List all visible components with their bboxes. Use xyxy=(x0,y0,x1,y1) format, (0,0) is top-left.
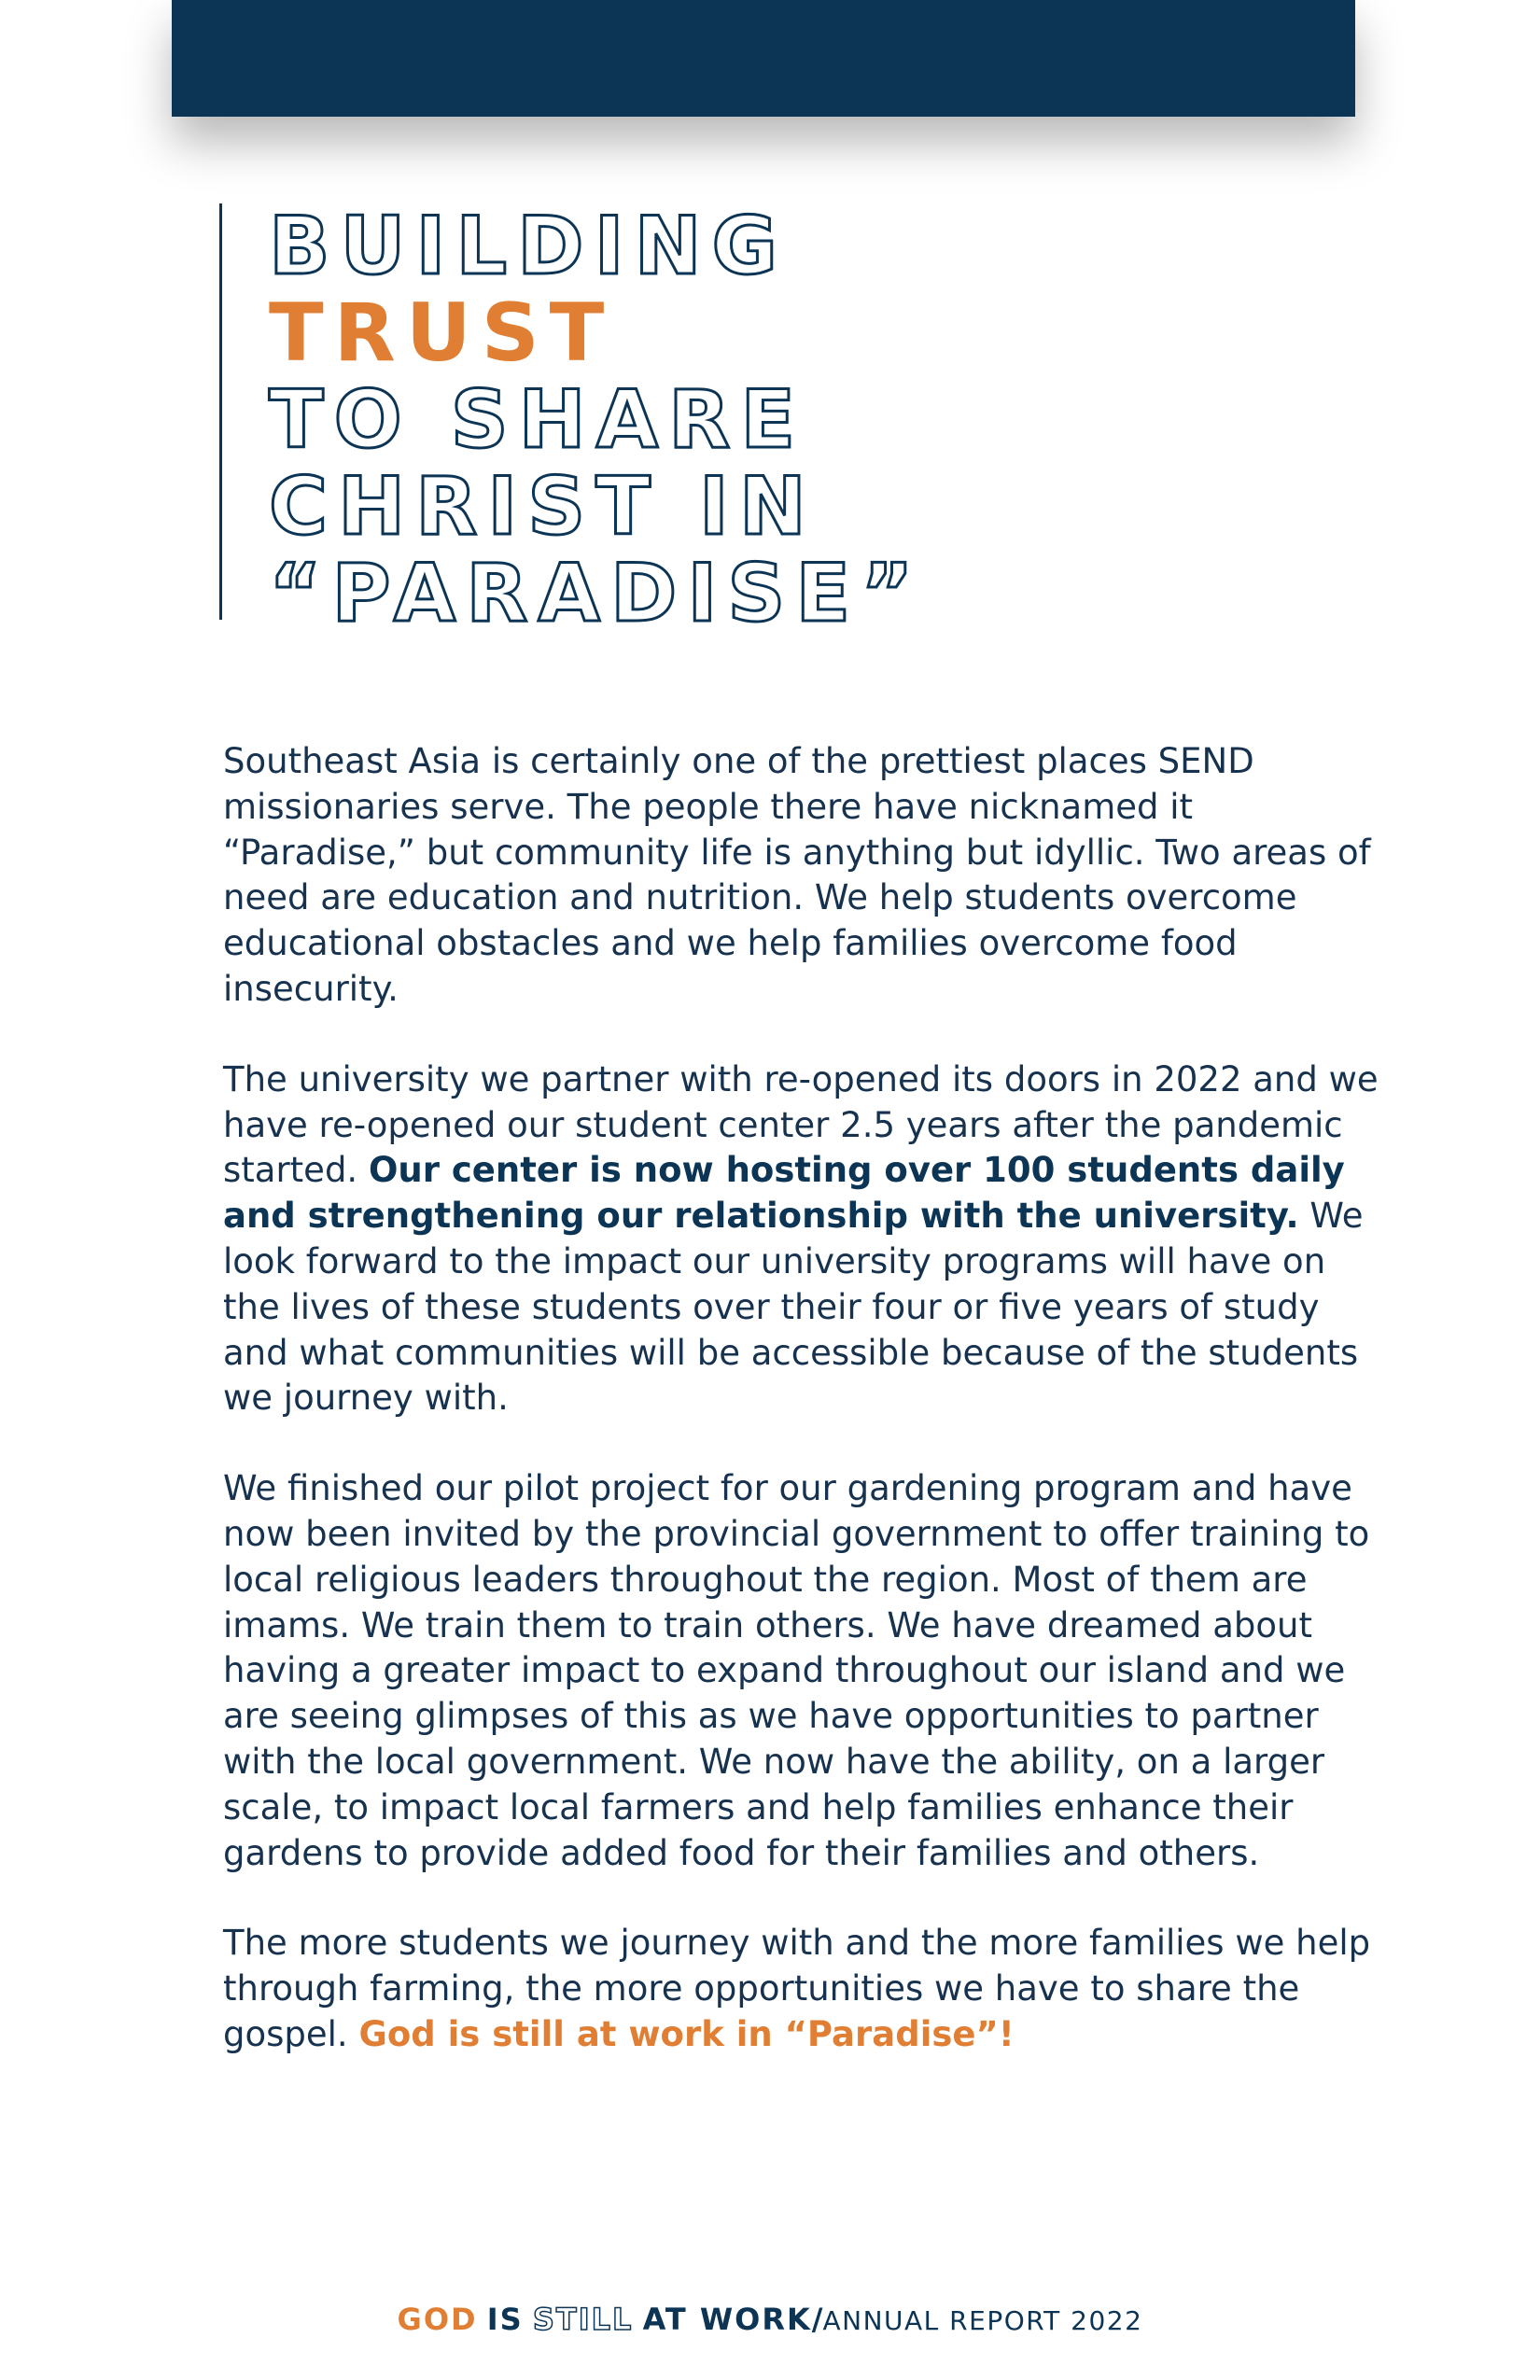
page-title xyxy=(219,200,924,640)
footer-god: GOD xyxy=(397,2302,478,2337)
paragraph-gardening: We finished our pilot project for our gardening program and have now been invited by the provincial government to offer training to local religious leaders throughout the region. Most of them are imams. We train them to train others. We have dreamed about having a greater impact to expand throughout our island and we are seeing glimpses of this as we have opportunities to partner with the local government. We now have the ability, on a larger scale, to impact local farmers and help families enhance their gardens to provide added food for their families and others. xyxy=(223,1468,1370,1873)
title-line-christ-in: CHRIST IN xyxy=(269,460,817,553)
title-line-paradise: “PARADISE” xyxy=(269,547,924,640)
paragraph-closing-highlight: God is still at work in “Paradise”! xyxy=(358,2013,1015,2054)
paragraph-closing-start: The more students we journey with and the more families we help through farming, the more opportunities we have to share the gospel. xyxy=(223,1923,1371,2054)
paragraph-university-end: We look forward to the impact our university programs will have on the lives of these students over their four or five years of study and what communities will be accessible because of the students we journey with. xyxy=(223,1196,1364,1419)
footer-annual-report: ANNUAL REPORT 2022 xyxy=(822,2305,1143,2336)
paragraph-university-start: The university we partner with re-opened its doors in 2022 and we have re-opened our student center 2.5 years after the pandemic started. xyxy=(223,1058,1379,1191)
paragraph-closing xyxy=(223,1921,1380,2057)
footer-at-work: AT WORK xyxy=(642,2302,812,2337)
paragraph-university-highlight: Our center is now hosting over 100 students daily and strengthening our relationship with the university. xyxy=(223,1150,1345,1237)
footer-slash: / xyxy=(811,2302,823,2337)
paragraph-university xyxy=(223,1057,1380,1421)
footer-still: STILL xyxy=(532,2302,634,2337)
title-line-trust: TRUST xyxy=(269,287,615,380)
footer-is: IS xyxy=(486,2302,524,2337)
top-banner xyxy=(172,0,1355,117)
title-line-building: BUILDING xyxy=(269,200,789,293)
article-body xyxy=(223,739,1380,2103)
paragraph-intro: Southeast Asia is certainly one of the prettiest places SEND missionaries serve. The people there have nicknamed it “Paradise,” but community life is anything but idyllic. Two areas of need are education and nutrition. We help students overcome educational obstacles and we help families overcome food insecurity. xyxy=(223,741,1371,1009)
title-line-to-share: TO SHARE xyxy=(269,373,806,467)
page-footer xyxy=(0,2302,1540,2337)
